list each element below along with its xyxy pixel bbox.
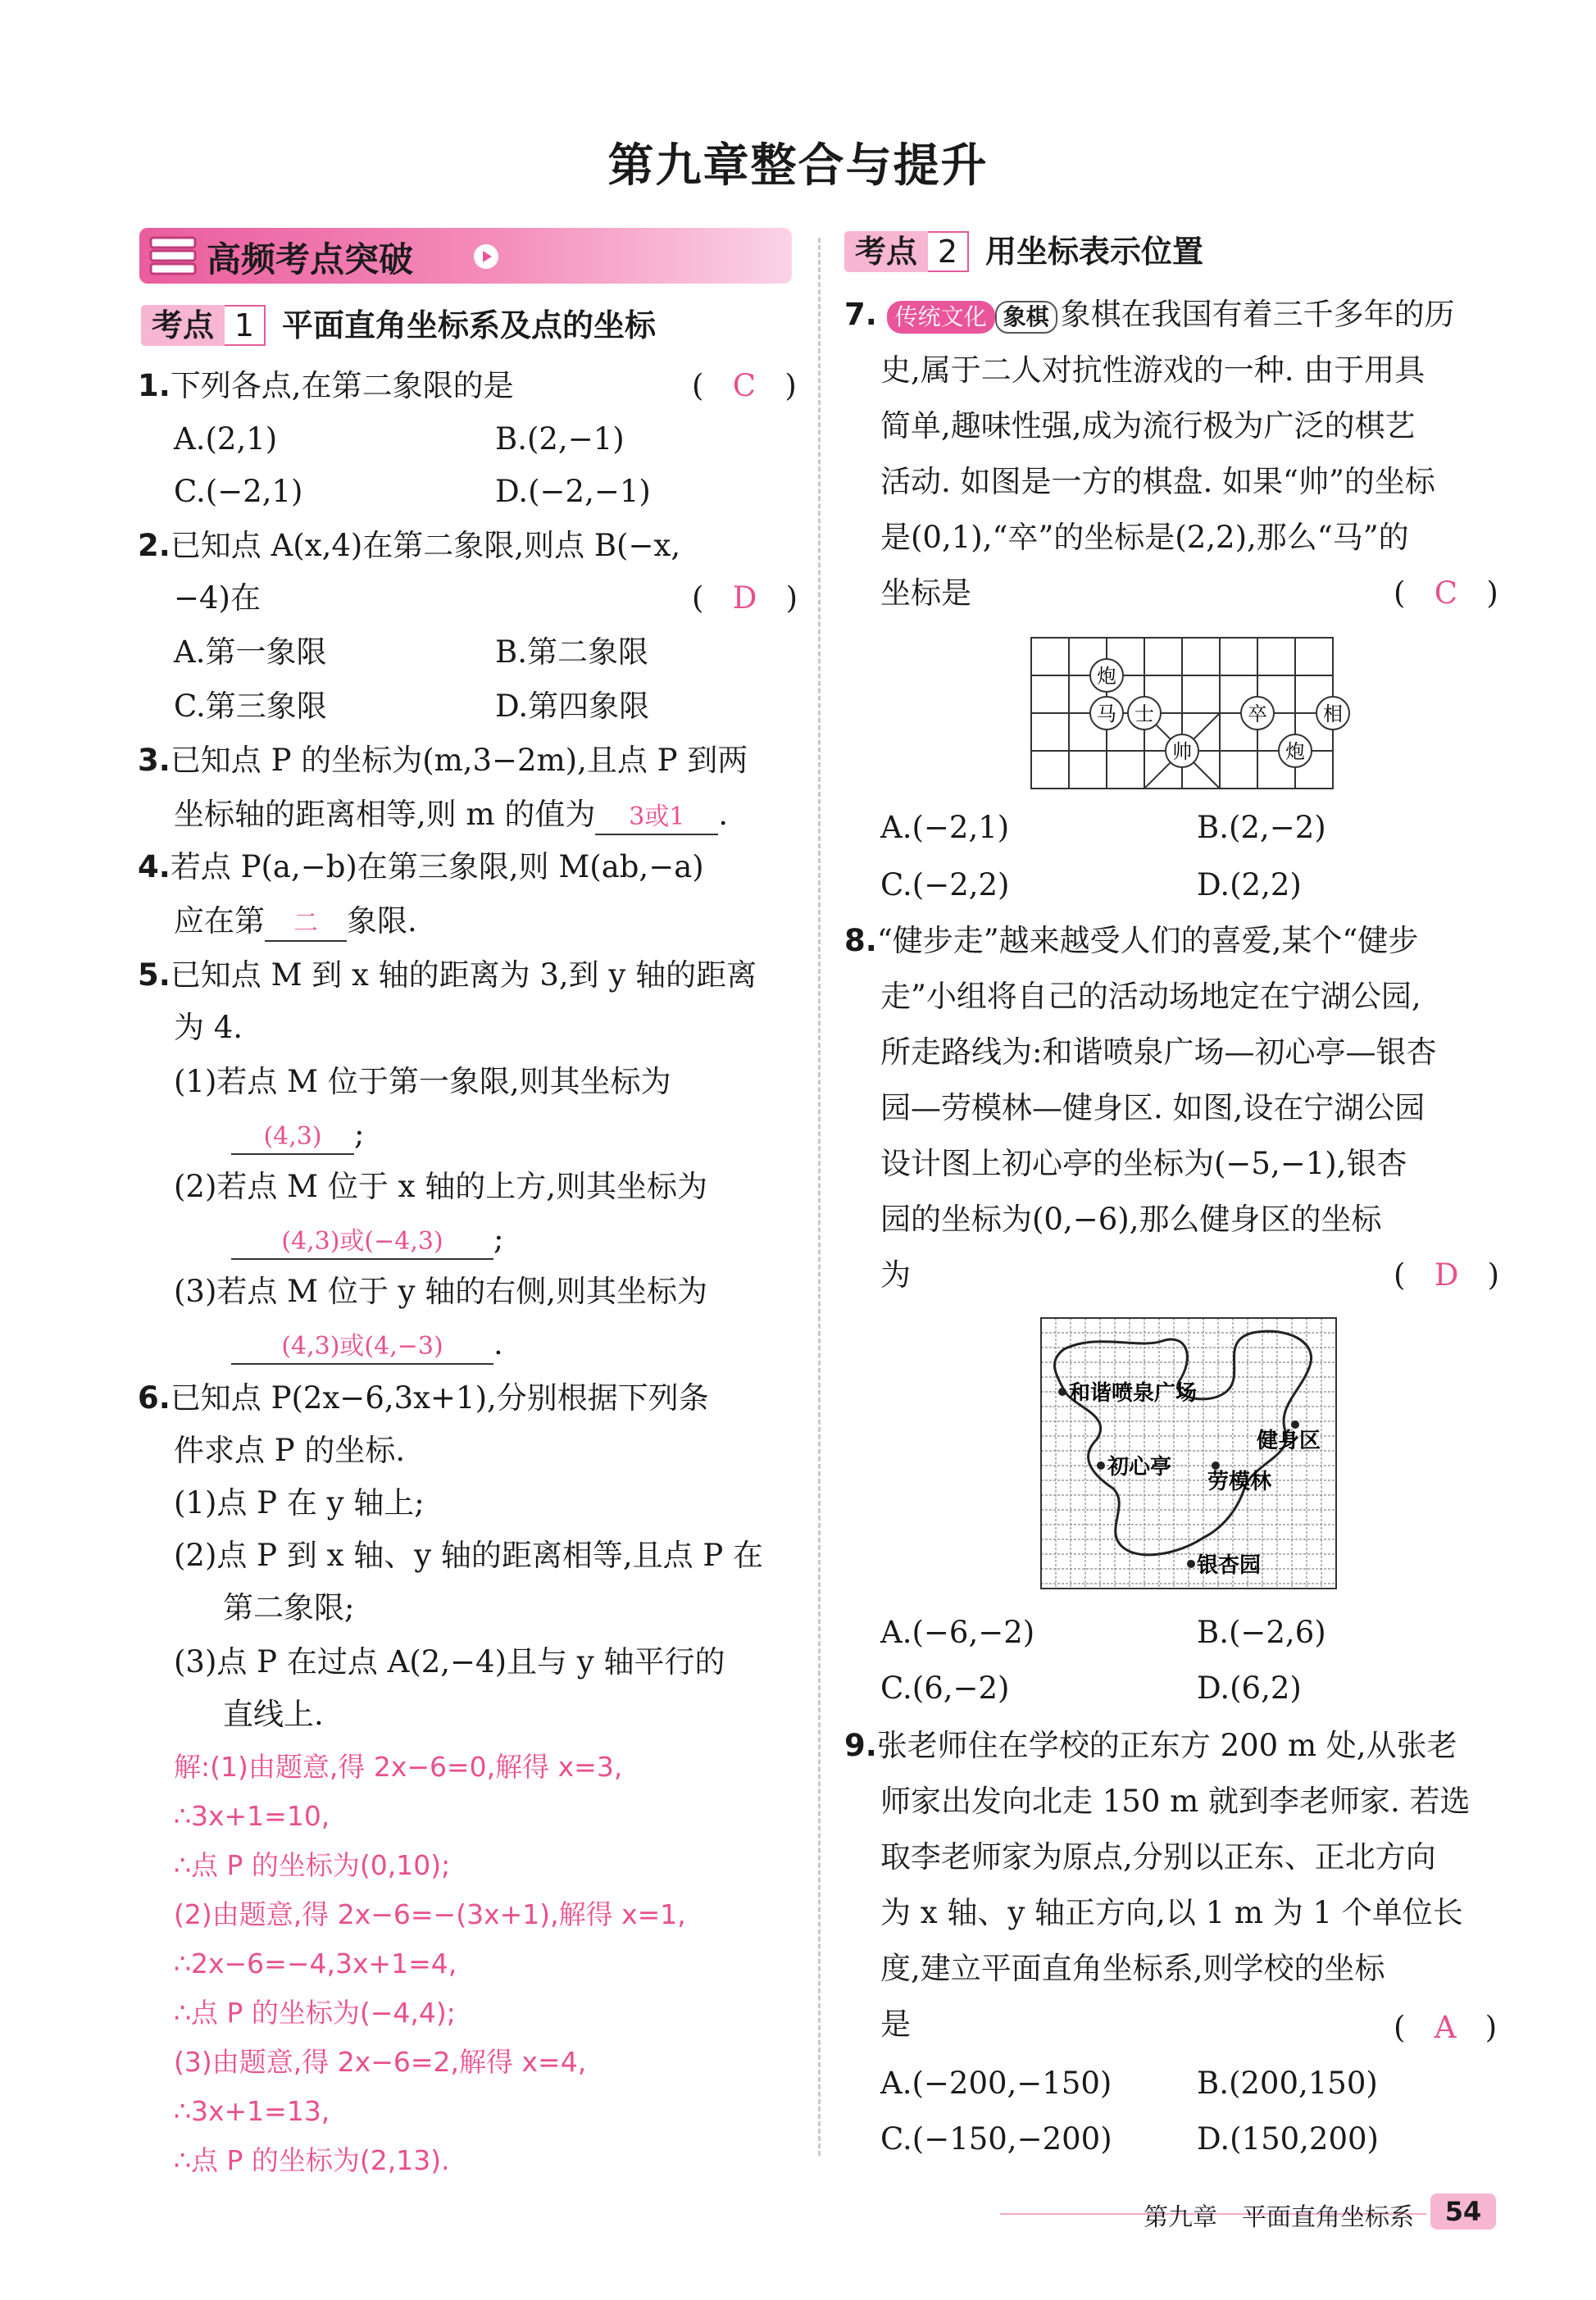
option: B.第二象限 [495,634,648,670]
option: A.(−6,−2) [880,1615,1035,1650]
map-label: 劳模林 [1207,1470,1272,1494]
footer-chapter: 第九章 平面直角坐标系 [1144,2203,1414,2232]
tag-text: 传统文化 [894,303,987,330]
option: D.(−2,−1) [495,474,651,509]
map-label: 初心亭 [1107,1455,1172,1480]
question-text: 已知点 M 到 x 轴的距离为 3,到 y 轴的距离 [170,957,757,993]
map-label: 银杏园 [1197,1553,1262,1578]
q2-stem-line2: −4)在 [174,580,261,616]
question-text: 坐标轴的距离相等,则 m 的值为 [174,797,596,832]
map-label: 和谐喷泉广场 [1069,1381,1198,1406]
option: C.(−2,2) [880,867,1010,902]
option: D.(150,200) [1197,2121,1379,2157]
svg-text:炮: 炮 [1097,665,1116,688]
question-text: 张老师住在学校的正东方 200 m 处,从张老 [876,1728,1457,1763]
question-number: 9. [844,1728,877,1763]
q5-part1: (1)若点 M 位于第一象限,则其坐标为 [174,1064,671,1099]
q8-stem-line1 [844,918,1418,964]
fill-blank-answer: 二 [265,907,347,942]
solution-line: ∴3x+1=13, [174,2095,330,2127]
option: B.(2,−2) [1197,810,1326,845]
question-text: 象限. [347,903,417,939]
kaodian-title: 用坐标表示位置 [985,234,1204,270]
q1-stem [138,363,514,409]
q7-answer-slot: ( C ) [1394,575,1498,611]
chess-piece [1279,734,1312,767]
q2-stem-line1 [138,523,680,569]
option: B.(2,−1) [495,421,625,457]
tag-traditional-culture [887,301,995,334]
option: D.第四象限 [495,689,650,724]
books-icon [148,234,198,277]
solution-line: ∴3x+1=10, [174,1800,330,1832]
page-number: 54 [1430,2193,1496,2230]
q5-part2-answer [231,1216,503,1262]
svg-text:士: 士 [1134,702,1154,725]
chess-piece [1128,697,1161,730]
solution-line: (3)由题意,得 2x−6=2,解得 x=4, [174,2046,587,2078]
svg-text:帅: 帅 [1172,740,1192,763]
q6-condition-1: (1)点 P 在 y 轴上; [174,1485,425,1520]
option: D.(2,2) [1197,867,1302,902]
option: C.(−2,1) [174,474,303,509]
solution-line: ∴2x−6=−4,3x+1=4, [174,1948,457,1980]
option: A.(−200,−150) [880,2066,1112,2101]
q3-stem-line1 [138,738,748,784]
q5-part2: (2)若点 M 位于 x 轴的上方,则其坐标为 [174,1169,707,1204]
fill-blank-answer: 3或1 [595,801,718,835]
option: C.(6,−2) [880,1670,1010,1706]
question-number: 2. [138,528,171,563]
answer-choice: C [1434,575,1458,611]
q7-stem-line2: 史,属于二人对抗性游戏的一种. 由于用具 [880,352,1425,388]
q8-stem-line5: 设计图上初心亭的坐标为(−5,−1),银杏 [880,1146,1407,1181]
q7-stem-line4: 活动. 如图是一方的棋盘. 如果“帅”的坐标 [880,464,1435,499]
option: B.(200,150) [1197,2066,1378,2101]
q8-stem-line6: 园的坐标为(0,−6),那么健身区的坐标 [880,1202,1382,1237]
fill-blank-answer: (4,3)或(−4,3) [231,1225,493,1260]
answer-choice: C [732,368,757,403]
solution-line: 解:(1)由题意,得 2x−6=0,解得 x=3, [174,1751,623,1783]
q5-part3: (3)若点 M 位于 y 轴的右侧,则其坐标为 [174,1274,708,1309]
question-text: 已知点 P(2x−6,3x+1),分别根据下列条 [170,1380,709,1416]
q9-stem-line4: 为 x 轴、y 轴正方向,以 1 m 为 1 个单位长 [880,1895,1463,1930]
q9-answer-slot: ( A ) [1394,2010,1498,2045]
q3-stem-line2 [174,792,728,838]
q7-stem-line3: 简单,趣味性强,成为流行极为广泛的棋艺 [880,408,1416,443]
page-title: 第九章整合与提升 [607,139,989,193]
answer-choice: D [732,580,757,616]
punctuation: . [718,797,729,832]
punctuation: . [493,1326,503,1361]
chess-piece [1241,697,1274,730]
question-text: 象棋在我国有着三千多年的历 [1060,297,1455,332]
q1-answer-slot: ( C ) [692,368,797,403]
section-banner [139,228,792,284]
punctuation: ; [354,1116,365,1152]
svg-text:卒: 卒 [1248,702,1267,725]
play-arrow-icon [474,244,498,269]
kaodian-number: 2 [928,231,969,272]
q9-stem-line6: 是 [880,2007,911,2042]
solution-line: (2)由题意,得 2x−6=−(3x+1),解得 x=1, [174,1898,686,1930]
q5-part3-answer [231,1321,503,1367]
answer-choice: D [1434,1257,1459,1293]
column-divider [818,238,821,2156]
question-number: 3. [138,743,171,778]
question-number: 1. [138,368,171,403]
punctuation: ; [493,1221,504,1257]
question-text: 已知点 P 的坐标为(m,3−2m),且点 P 到两 [170,743,748,778]
q7-stem-line5: 是(0,1),“卒”的坐标是(2,2),那么“马”的 [880,520,1409,555]
q6-stem-line1 [138,1375,709,1421]
q6-condition-3: (3)点 P 在过点 A(2,−4)且与 y 轴平行的 [174,1644,725,1680]
option: D.(6,2) [1197,1670,1302,1706]
question-number: 8. [844,923,877,958]
q9-stem-line1 [844,1723,1457,1769]
kaodian-label: 考点 [844,231,928,272]
q6-stem-line2: 件求点 P 的坐标. [174,1433,406,1468]
q4-stem-line1 [138,844,704,890]
answer-choice: A [1434,2010,1457,2045]
q6-condition-2: (2)点 P 到 x 轴、y 轴的距离相等,且点 P 在 [174,1538,764,1573]
park-map-figure [1039,1316,1339,1592]
q8-stem-line4: 园—劳模林—健身区. 如图,设在宁湖公园 [880,1090,1425,1125]
fill-blank-answer: (4,3)或(4,−3) [231,1330,493,1365]
chess-piece [1090,659,1123,692]
q2-answer-slot: ( D ) [692,580,798,616]
q5-part1-answer [231,1111,364,1157]
option: B.(−2,6) [1197,1615,1326,1650]
xiangqi-board-figure [1029,635,1343,791]
question-text: 已知点 A(x,4)在第二象限,则点 B(−x, [170,528,681,563]
question-text: 应在第 [174,903,265,939]
question-number: 6. [138,1380,171,1416]
question-text: 下列各点,在第二象限的是 [170,368,514,403]
q8-stem-line2: 走”小组将自己的活动场地定在宁湖公园, [880,979,1421,1014]
q8-stem-line3: 所走路线为:和谐喷泉广场—初心亭—银杏 [880,1034,1437,1070]
q6-condition-3-cont: 直线上. [223,1697,324,1732]
option: A.第一象限 [174,634,327,670]
q7-stem-line6: 坐标是 [880,575,971,611]
q8-stem-line7: 为 [880,1257,911,1293]
chess-piece [1090,697,1123,730]
chess-piece [1166,734,1198,767]
q8-answer-slot: ( D ) [1394,1257,1500,1293]
q9-stem-line2: 师家出发向北走 150 m 就到李老师家. 若选 [880,1784,1471,1819]
kaodian-title: 平面直角坐标系及点的坐标 [282,307,657,343]
option: C.第三象限 [174,689,327,724]
question-number: 7. [844,297,877,332]
fill-blank-answer: (4,3) [231,1120,354,1155]
tag-xiangqi: 象棋 [995,301,1057,334]
svg-text:炮: 炮 [1285,740,1305,763]
q6-condition-2-cont: 第二象限; [223,1590,355,1625]
chess-piece [1316,697,1349,730]
q9-stem-line3: 取李老师家为原点,分别以正东、正北方向 [880,1839,1436,1875]
svg-text:马: 马 [1097,702,1116,725]
kaodian-label: 考点 [141,305,225,346]
svg-text:相: 相 [1323,702,1343,725]
option: A.(2,1) [174,421,278,457]
option: A.(−2,1) [880,810,1010,845]
q7-stem-line1 [844,292,1455,338]
q5-stem-line1 [138,952,757,998]
solution-line: ∴点 P 的坐标为(−4,4); [174,1997,456,2029]
map-label: 健身区 [1257,1429,1321,1453]
question-number: 4. [138,849,171,884]
solution-line: ∴点 P 的坐标为(0,10); [174,1849,451,1881]
solution-line: ∴点 P 的坐标为(2,13). [174,2144,450,2176]
kaodian-number: 1 [225,305,266,346]
banner-label: 高频考点突破 [207,239,414,280]
option: C.(−150,−200) [880,2121,1112,2157]
question-text: “健步走”越来越受人们的喜爱,某个“健步 [876,923,1419,958]
q4-stem-line2 [174,898,417,944]
question-number: 5. [138,957,171,993]
question-text: 若点 P(a,−b)在第三象限,则 M(ab,−a) [170,849,704,884]
q5-stem-line2: 为 4. [174,1010,243,1045]
q9-stem-line5: 度,建立平面直角坐标系,则学校的坐标 [880,1951,1385,1986]
